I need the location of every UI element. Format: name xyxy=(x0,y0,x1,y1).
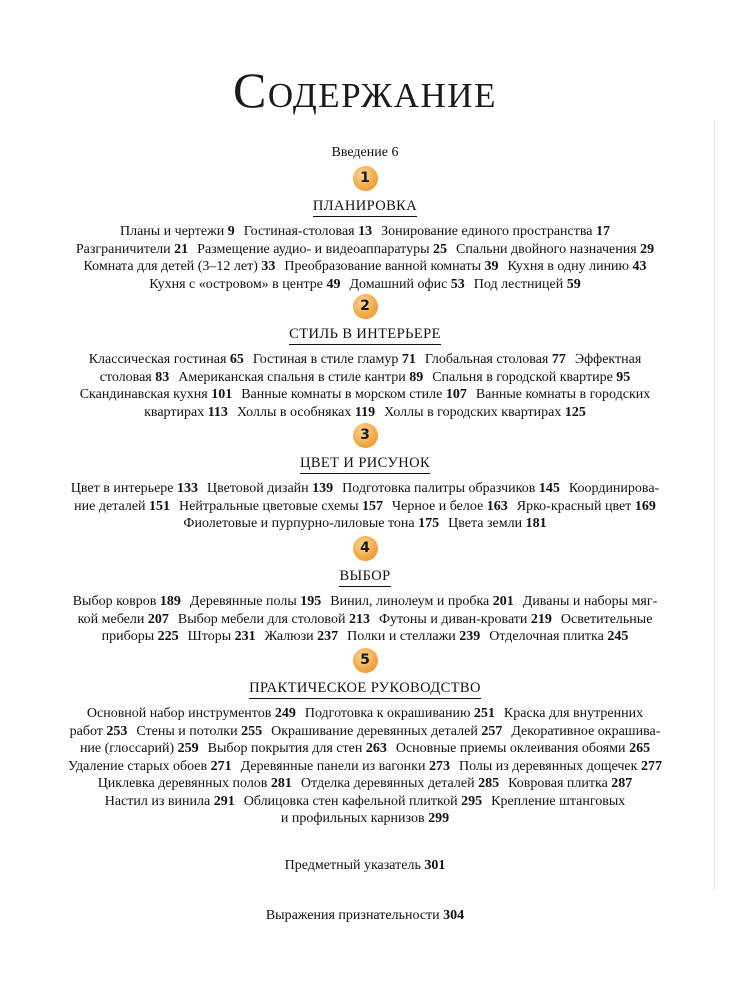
toc-entry[interactable] xyxy=(271,724,502,739)
toc-entry-page: 287 xyxy=(611,776,633,791)
toc-entry[interactable] xyxy=(71,481,198,496)
toc-entry[interactable] xyxy=(178,612,370,627)
toc-entry[interactable] xyxy=(74,499,170,514)
toc-entry-page: 113 xyxy=(207,404,228,420)
toc-entry[interactable] xyxy=(237,405,375,420)
toc-entry-title: Ванные комнаты в городских xyxy=(475,387,651,402)
toc-line xyxy=(28,404,702,422)
toc-entry-page: 139 xyxy=(312,481,334,496)
toc-entry-title: Крепление штанговых xyxy=(491,793,626,809)
toc-entry[interactable] xyxy=(569,481,659,496)
toc-entry-title: Футоны и диван-кровати xyxy=(378,611,528,627)
toc-line xyxy=(28,258,702,276)
toc-entry-title: Гостиная-столовая xyxy=(243,224,355,239)
acknowledgements-label: Выражения признательности xyxy=(265,908,440,923)
toc-entry[interactable] xyxy=(136,724,262,739)
toc-entry[interactable] xyxy=(149,277,340,292)
toc-entry-title: Цветовой дизайн xyxy=(207,481,309,496)
toc-entry-page: 83 xyxy=(155,369,170,385)
toc-entry-page: 13 xyxy=(358,224,373,239)
toc-entry-title: Кухня в одну линию xyxy=(507,259,630,274)
toc-entry-page: 9 xyxy=(227,224,235,239)
toc-entry[interactable] xyxy=(188,629,256,644)
toc-entry-page: 157 xyxy=(362,498,384,514)
toc-entry-title: Холлы в городских квартирах xyxy=(384,404,562,420)
section-heading[interactable]: ПЛАНИРОВКА xyxy=(313,198,417,217)
toc-entry-page: 285 xyxy=(478,776,500,791)
toc-line xyxy=(28,611,702,629)
toc-entry-title: Под лестницей xyxy=(473,276,564,292)
toc-entry-page: 291 xyxy=(213,793,235,809)
toc-entry-title: Домашний офис xyxy=(349,276,448,292)
toc-entry-title: Холлы в особняках xyxy=(236,404,352,420)
toc-entry[interactable] xyxy=(76,242,188,257)
toc-entry-page: 263 xyxy=(365,741,387,756)
toc-entry-page: 231 xyxy=(234,629,256,644)
toc-entry-page: 125 xyxy=(564,404,586,420)
toc-entry-title: Основные приемы оклеивания обоями xyxy=(395,741,626,756)
toc-entry-page: 225 xyxy=(157,629,179,644)
toc-entry[interactable] xyxy=(68,759,232,774)
section-practical-guide xyxy=(28,648,702,828)
toc-entry[interactable] xyxy=(241,759,450,774)
toc-line xyxy=(28,515,702,533)
toc-entry[interactable] xyxy=(244,794,482,809)
toc-entry-title: приборы xyxy=(101,629,155,644)
toc-entry-page: 245 xyxy=(607,629,629,644)
toc-entry-page: 189 xyxy=(159,594,181,609)
toc-entry-title: Гостиная в стиле гламур xyxy=(252,352,399,367)
toc-entry-title: Декоративное окрашива- xyxy=(511,723,661,739)
toc-entry-page: 107 xyxy=(445,387,467,402)
toc-entry-page: 277 xyxy=(640,758,662,774)
toc-entry[interactable] xyxy=(178,370,423,385)
toc-entry-title: Полы из деревянных дощечек xyxy=(458,758,638,774)
toc-line xyxy=(28,628,702,646)
section-number-badge: 4 xyxy=(353,536,378,561)
toc-line xyxy=(28,705,702,723)
toc-entry[interactable] xyxy=(70,724,128,739)
toc-entry-title: Подготовка к окрашиванию xyxy=(304,706,471,721)
toc-entry[interactable] xyxy=(425,352,566,367)
toc-entry-title: Шторы xyxy=(187,629,232,644)
section-entries xyxy=(28,480,702,533)
toc-entry-page: 195 xyxy=(300,594,322,609)
toc-entry-title: Краска для внутренних xyxy=(503,706,644,721)
toc-entry[interactable] xyxy=(511,724,660,739)
toc-entry-title: работ xyxy=(69,723,103,739)
toc-entry-title: Спальня в городской квартире xyxy=(432,369,613,385)
toc-entry-page: 273 xyxy=(428,758,450,774)
toc-entry-page: 33 xyxy=(261,259,276,274)
page-edge-line xyxy=(714,120,715,890)
toc-entry-page: 201 xyxy=(492,594,514,609)
toc-entry-title: Скандинавская кухня xyxy=(79,387,208,402)
section-number-badge: 5 xyxy=(353,648,378,673)
toc-entry-title: Эффектная xyxy=(574,352,642,367)
toc-entry-title: Нейтральные цветовые схемы xyxy=(179,498,359,514)
toc-entry-page: 21 xyxy=(174,241,189,257)
toc-entry-page: 163 xyxy=(486,498,508,514)
toc-entry-page: 219 xyxy=(530,611,552,627)
toc-entry[interactable] xyxy=(381,224,610,239)
toc-entry-title: Кухня с «островом» в центре xyxy=(149,276,323,292)
section-number-badge: 2 xyxy=(353,294,378,319)
toc-entry[interactable] xyxy=(120,224,235,239)
toc-entry[interactable] xyxy=(89,352,244,367)
toc-entry[interactable] xyxy=(80,387,232,402)
section-entries xyxy=(28,223,702,293)
toc-entry-page: 133 xyxy=(177,481,198,496)
toc-entry[interactable] xyxy=(197,242,447,257)
toc-line xyxy=(28,241,702,259)
section-entries xyxy=(28,351,702,421)
toc-entry-page: 255 xyxy=(241,723,263,739)
toc-entry[interactable] xyxy=(459,759,662,774)
toc-entry-page: 151 xyxy=(149,498,171,514)
toc-entry[interactable] xyxy=(305,706,495,721)
toc-entry[interactable] xyxy=(384,405,586,420)
toc-entry-page: 25 xyxy=(433,241,448,257)
toc-entry-title: Деревянные полы xyxy=(189,594,297,609)
toc-entry[interactable] xyxy=(432,370,630,385)
toc-entry[interactable] xyxy=(105,794,235,809)
toc-entry-title: Отделочная плитка xyxy=(489,629,604,644)
section-planning xyxy=(28,166,702,293)
toc-entry[interactable] xyxy=(350,277,465,292)
toc-entry[interactable] xyxy=(207,481,333,496)
toc-line xyxy=(28,793,702,811)
toc-entry-title: Классическая гостиная xyxy=(88,352,227,367)
toc-entry-page: 169 xyxy=(634,498,656,514)
toc-entry-title: Американская спальня в стиле кантри xyxy=(178,369,406,385)
toc-entry-title: Черное и белое xyxy=(392,498,484,514)
toc-entry[interactable] xyxy=(179,499,383,514)
section-heading[interactable]: СТИЛЬ В ИНТЕРЬЕРЕ xyxy=(289,326,441,345)
acknowledgements-page: 304 xyxy=(443,908,465,923)
toc-entry[interactable] xyxy=(342,481,560,496)
toc-entry-title: Размещение аудио- и видеоаппаратуры xyxy=(197,241,430,257)
toc-entry[interactable] xyxy=(244,224,372,239)
toc-line xyxy=(28,386,702,404)
toc-entry[interactable] xyxy=(100,370,170,385)
toc-entry[interactable] xyxy=(489,629,628,644)
toc-entry-page: 77 xyxy=(551,352,566,367)
toc-line xyxy=(28,498,702,516)
toc-line xyxy=(28,723,702,741)
toc-entry[interactable] xyxy=(347,629,480,644)
toc-entry-page: 29 xyxy=(640,241,655,257)
toc-entry-title: Отделка деревянных деталей xyxy=(300,776,475,791)
toc-entry-title: Диваны и наборы мяг- xyxy=(522,594,658,609)
toc-entry[interactable] xyxy=(508,776,632,791)
toc-line xyxy=(28,775,702,793)
toc-entry[interactable] xyxy=(78,612,169,627)
toc-entry-page: 257 xyxy=(481,723,503,739)
section-number-badge: 1 xyxy=(353,166,378,191)
toc-entry-title: Фиолетовые и пурпурно-лиловые тона xyxy=(183,516,415,531)
section-color-pattern xyxy=(28,423,702,533)
toc-entry-page: 181 xyxy=(525,516,547,531)
toc-entry-title: Ковровая плитка xyxy=(508,776,608,791)
toc-entry-page: 95 xyxy=(616,369,631,385)
toc-entry-title: Ванные комнаты в морском стиле xyxy=(241,387,443,402)
section-entries xyxy=(28,705,702,828)
section-number-badge: 3 xyxy=(353,423,378,448)
page-title: Содержание xyxy=(233,62,497,118)
toc-line xyxy=(28,351,702,369)
toc-entry[interactable] xyxy=(265,629,339,644)
toc-entry[interactable] xyxy=(80,741,199,756)
toc-entry[interactable] xyxy=(508,259,647,274)
toc-entry-title: Ярко-красный цвет xyxy=(516,498,632,514)
toc-entry-page: 249 xyxy=(274,706,296,721)
toc-entry-title: ние (глоссарий) xyxy=(79,741,175,756)
toc-entry-page: 89 xyxy=(409,369,424,385)
toc-line xyxy=(28,369,702,387)
toc-line xyxy=(28,810,702,828)
toc-entry-page: 59 xyxy=(566,276,581,292)
toc-entry-page: 53 xyxy=(450,276,465,292)
toc-entry-title: Комната для детей (3–12 лет) xyxy=(83,259,258,274)
index-entry[interactable] xyxy=(0,858,730,874)
toc-entry[interactable] xyxy=(190,594,321,609)
section-interior-style xyxy=(28,294,702,421)
toc-entry-title: Выбор покрытия для стен xyxy=(207,741,363,756)
section-heading[interactable]: ПРАКТИЧЕСКОЕ РУКОВОДСТВО xyxy=(249,680,481,699)
toc-entry-page: 251 xyxy=(473,706,495,721)
section-entries xyxy=(28,593,702,646)
toc-entry[interactable] xyxy=(144,405,228,420)
toc-entry[interactable] xyxy=(491,794,625,809)
toc-entry[interactable] xyxy=(241,387,467,402)
toc-entry-page: 253 xyxy=(106,723,128,739)
toc-entry-page: 239 xyxy=(459,629,481,644)
toc-entry-title: Спальни двойного назначения xyxy=(456,241,637,257)
toc-line xyxy=(28,740,702,758)
toc-entry-title: Цвет в интерьере xyxy=(70,481,174,496)
toc-entry-page: 207 xyxy=(147,611,169,627)
toc-entry-title: Циклевка деревянных полов xyxy=(97,776,268,791)
toc-entry[interactable] xyxy=(474,277,581,292)
toc-entry-page: 39 xyxy=(484,259,499,274)
toc-entry-title: Выбор мебели для столовой xyxy=(177,611,346,627)
toc-entry-title: Осветительные xyxy=(560,611,653,627)
toc-entry[interactable] xyxy=(73,594,181,609)
section-heading[interactable]: ВЫБОР xyxy=(339,568,390,587)
toc-entry[interactable] xyxy=(330,594,514,609)
toc-entry-title: Удаление старых обоев xyxy=(68,758,208,774)
toc-entry[interactable] xyxy=(476,387,650,402)
toc-entry-page: 295 xyxy=(461,793,483,809)
toc-entry[interactable] xyxy=(396,741,650,756)
toc-entry-page: 101 xyxy=(211,387,233,402)
toc-entry[interactable] xyxy=(208,741,387,756)
intro-page: 6 xyxy=(391,145,399,160)
toc-line xyxy=(28,223,702,241)
toc-entry-title: Стены и потолки xyxy=(136,723,238,739)
toc-entry-page: 145 xyxy=(538,481,560,496)
toc-entry[interactable] xyxy=(504,706,643,721)
toc-entry-page: 299 xyxy=(428,811,450,826)
section-choice xyxy=(28,536,702,646)
toc-entry[interactable] xyxy=(183,516,439,531)
toc-entry-title: Цвета земли xyxy=(448,516,523,531)
toc-entry-title: Облицовка стен кафельной плиткой xyxy=(243,793,458,809)
toc-entry-page: 49 xyxy=(326,276,341,292)
toc-entry-title: Глобальная столовая xyxy=(424,352,549,367)
toc-entry[interactable] xyxy=(102,629,179,644)
toc-entry-page: 281 xyxy=(270,776,292,791)
toc-entry-title: Координирова- xyxy=(568,481,660,496)
section-heading[interactable]: ЦВЕТ И РИСУНОК xyxy=(300,455,430,474)
toc-entry-title: Винил, линолеум и пробка xyxy=(330,594,490,609)
toc-entry[interactable] xyxy=(456,242,654,257)
toc-entry-title: квартирах xyxy=(144,404,205,420)
toc-entry-page: 65 xyxy=(229,352,244,367)
toc-entry[interactable] xyxy=(379,612,552,627)
toc-entry-title: и профильных карнизов xyxy=(280,811,425,826)
toc-entry-title: столовая xyxy=(99,369,152,385)
toc-entry[interactable] xyxy=(87,706,296,721)
toc-entry-title: ние деталей xyxy=(74,498,146,514)
toc-entry-title: Окрашивание деревянных деталей xyxy=(271,723,478,739)
toc-entry-page: 271 xyxy=(210,758,232,774)
toc-entry[interactable] xyxy=(575,352,641,367)
toc-line xyxy=(28,593,702,611)
toc-entry-page: 175 xyxy=(418,516,440,531)
toc-entry-title: Основной набор инструментов xyxy=(86,706,272,721)
toc-entry-page: 259 xyxy=(177,741,199,756)
toc-entry-page: 71 xyxy=(401,352,416,367)
toc-entry[interactable] xyxy=(83,259,275,274)
toc-entry-title: Подготовка палитры образчиков xyxy=(342,481,536,496)
toc-entry-title: Настил из винила xyxy=(104,793,211,809)
toc-entry-title: Преобразование ванной комнаты xyxy=(284,259,482,274)
toc-entry[interactable] xyxy=(517,499,656,514)
toc-entry-page: 213 xyxy=(348,611,370,627)
toc-entry[interactable] xyxy=(392,499,508,514)
acknowledgements-entry[interactable] xyxy=(0,908,730,924)
toc-entry-title: Деревянные панели из вагонки xyxy=(240,758,426,774)
toc-entry-page: 119 xyxy=(354,404,376,420)
index-page: 301 xyxy=(424,858,446,873)
toc-entry[interactable] xyxy=(561,612,653,627)
toc-line xyxy=(28,276,702,294)
index-label: Предметный указатель xyxy=(284,858,421,873)
toc-entry[interactable] xyxy=(253,352,416,367)
toc-entry[interactable] xyxy=(284,259,498,274)
intro-label: Введение xyxy=(331,145,388,160)
toc-entry[interactable] xyxy=(523,594,658,609)
toc-entry[interactable] xyxy=(448,516,546,531)
toc-line xyxy=(28,480,702,498)
toc-entry-page: 265 xyxy=(629,741,651,756)
toc-entry[interactable] xyxy=(281,811,449,826)
toc-entry-title: Планы и чертежи xyxy=(119,224,225,239)
toc-entry-title: кой мебели xyxy=(77,611,145,627)
toc-line xyxy=(28,758,702,776)
toc-entry[interactable] xyxy=(301,776,499,791)
toc-entry-title: Выбор ковров xyxy=(72,594,157,609)
toc-entry[interactable] xyxy=(98,776,292,791)
toc-entry-title: Жалюзи xyxy=(264,629,314,644)
toc-entry-title: Полки и стеллажи xyxy=(347,629,456,644)
toc-entry-page: 237 xyxy=(317,629,339,644)
toc-entry-page: 17 xyxy=(596,224,611,239)
toc-entry-title: Разграничители xyxy=(75,241,171,257)
toc-entry-page: 43 xyxy=(632,259,647,274)
intro-entry[interactable] xyxy=(0,145,730,161)
toc-entry-title: Зонирование единого пространства xyxy=(381,224,593,239)
